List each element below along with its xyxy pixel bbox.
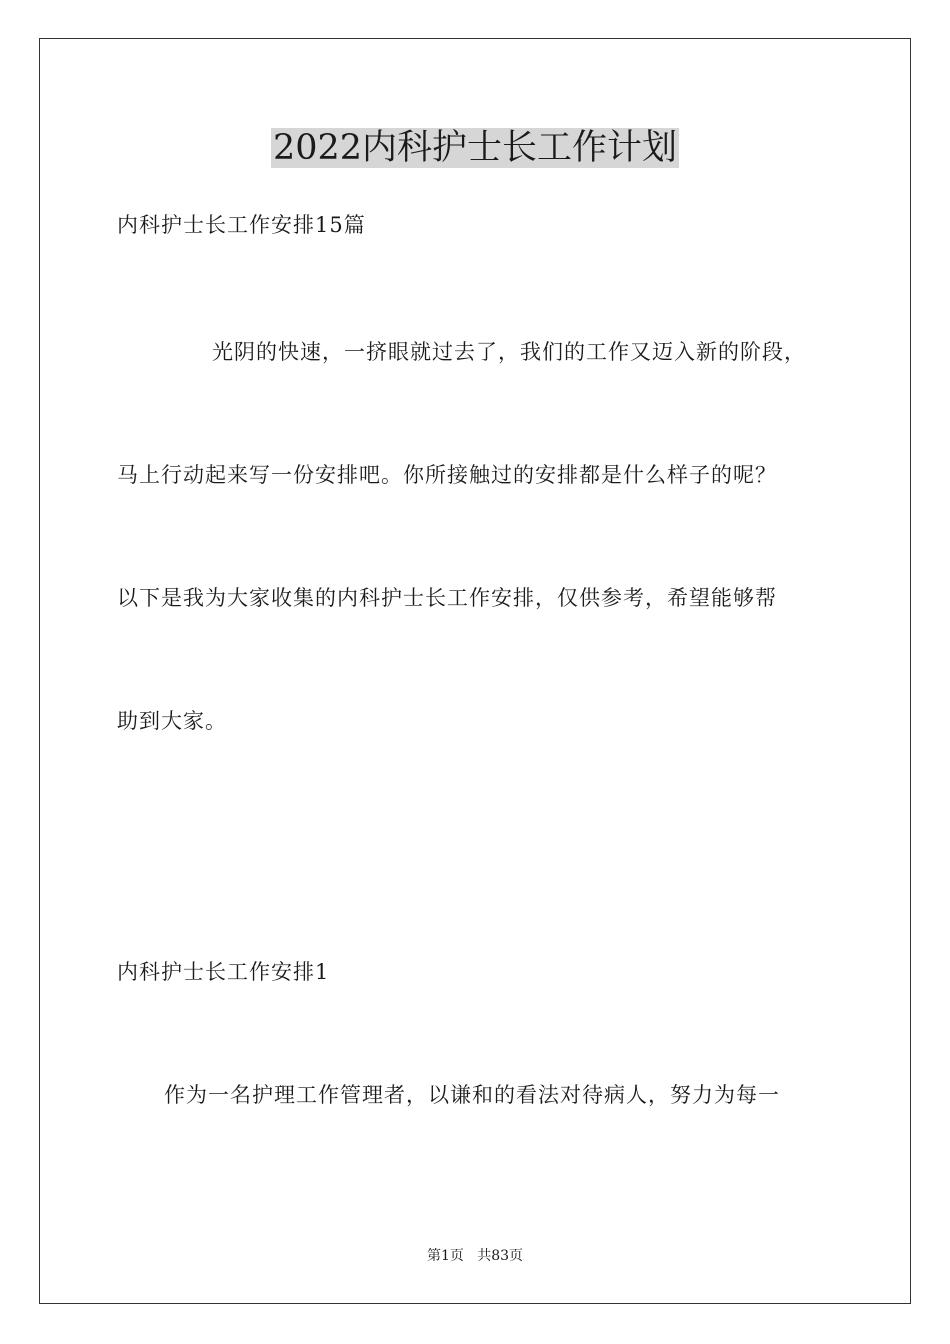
intro-line-4: 助到大家。 <box>117 709 227 733</box>
intro-line-3: 以下是我为大家收集的内科护士长工作安排，仅供参考，希望能够帮 <box>117 586 777 610</box>
section-line-1: 作为一名护理工作管理者，以谦和的看法对待病人，努力为每一 <box>164 1083 780 1107</box>
intro-line-1: 光阴的快速，一挤眼就过去了，我们的工作又迈入新的阶段， <box>212 340 806 364</box>
page-number: 第1页 共83页 <box>426 1248 524 1264</box>
intro-line-2: 马上行动起来写一份安排吧。你所接触过的安排都是什么样子的呢？ <box>117 463 777 487</box>
document-subtitle: 内科护士长工作安排15篇 <box>117 213 366 237</box>
document-title: 2022内科护士长工作计划 <box>272 128 678 168</box>
section-heading: 内科护士长工作安排1 <box>117 960 330 984</box>
